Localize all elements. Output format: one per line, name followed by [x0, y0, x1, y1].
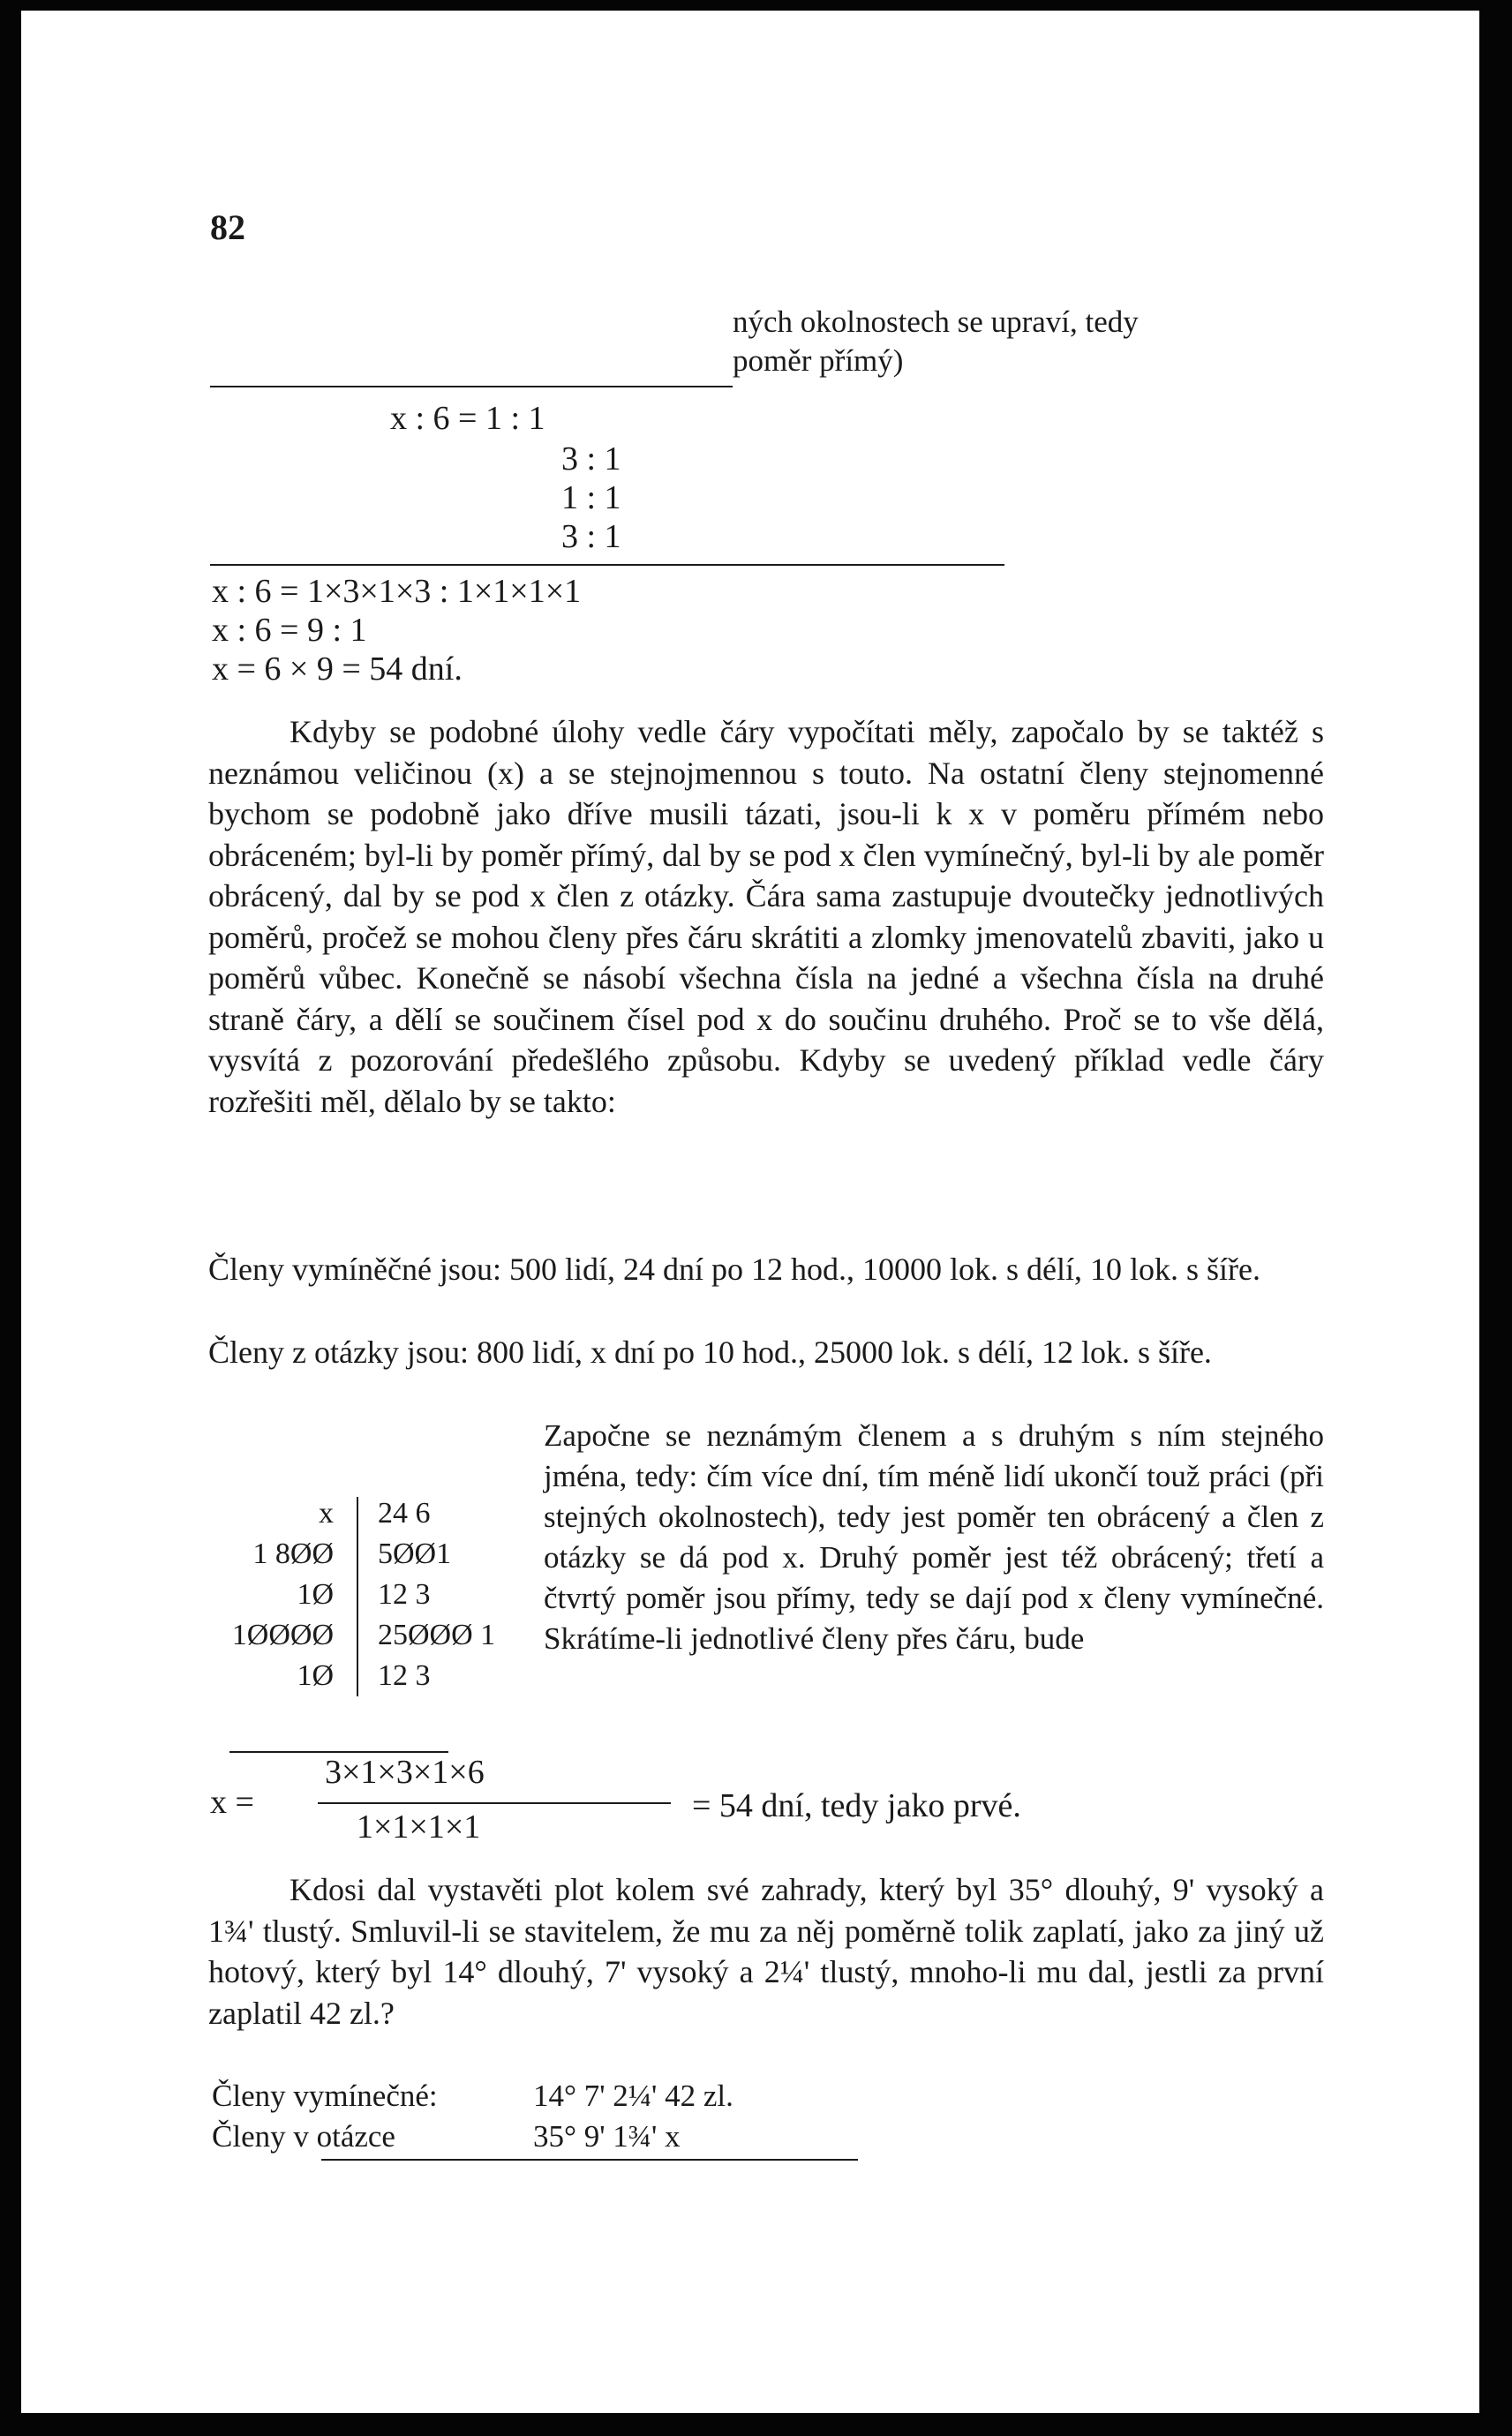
table-cell: 1ØØØØ — [231, 1619, 334, 1651]
final-row-values: 14° 7' 2¼' 42 zl. — [533, 2079, 733, 2113]
paragraph-fence-problem: Kdosi dal vystavěti plot kolem své zahrady, který byl 35° dlouhý, 9' vysoký a 1¾' tlustý. Smluvil-li se stavitelem, že mu za něj poměrně tolik zaplatí, jako za jiný už hotový, který byl 14° dlouhý, 7' vysoký a 2¼' tlustý, mnoho-li mu dal, jestli za první zaplatil 42 zl.? — [208, 1872, 1324, 2031]
table-cell: 24 6 — [378, 1497, 431, 1530]
table-divider — [357, 1497, 358, 1696]
members-question: Členy z otázky jsou: 800 lidí, x dní po 10 hod., 25000 lok. s délí, 12 lok. s šíře. — [208, 1335, 1212, 1370]
side-explanation: Započne se neznámým členem a s druhým s ním stejného jména, tedy: čím více dní, tím méně lidí ukončí touž práci (při stejných okolnostech), tedy jest poměr ten obrácený a člen z otázky se dá pod x. Druhý poměr jest též obrácený; třetí a čtvrtý poměr jsou přímy, tedy se dají pod x členy vymínečné. Skrátíme-li jednotlivé členy přes čáru, bude — [544, 1418, 1324, 1656]
table-cell: 1Ø — [297, 1659, 334, 1692]
table-cell: 25ØØØ 1 — [378, 1619, 496, 1651]
page-number: 82 — [210, 207, 245, 247]
result-line: x : 6 = 9 : 1 — [212, 612, 367, 649]
final-row-label: Členy vymínečné: — [212, 2079, 438, 2113]
proportion-first-line: x : 6 = 1 : 1 — [390, 400, 545, 437]
table-cell: 1 8ØØ — [252, 1538, 334, 1570]
table-cell: 5ØØ1 — [378, 1538, 452, 1570]
fraction-numerator: 3×1×3×1×6 — [325, 1754, 485, 1791]
table-cell: x — [319, 1497, 334, 1530]
fraction-bar — [318, 1802, 671, 1804]
document-page — [21, 11, 1479, 2413]
final-rule — [321, 2159, 858, 2161]
paragraph-method: Kdyby se podobné úlohy vedle čáry vypočítati měly, započalo by se taktéž s neznámou veličinou (x) a se stejnojmennou s touto. Na ostatní členy stejnomenné bychom se podobně jako dříve musili tázati, jsou-li k x v poměru přímém nebo obráceném; byl-li by poměr přímý, dal by se pod x člen vymínečný, byl-li by ale poměr obrácený, dal by se pod x člen z otázky. Čára sama zastupuje dvoutečky jednotlivých poměrů, pročež se mohou členy přes čáru skrátiti a zlomky jmenovatelů zbaviti, jako u poměrů vůbec. Konečně se násobí všechna čísla na jedné a všechna čísla na druhé straně čáry, a dělí se součinem čísel pod x do součinu druhého. Proč se to vše dělá, vysvítá z pozorování předešlého způsobu. Kdyby se uvedený příklad vedle čáry rozřešiti měl, dělalo by se takto: — [208, 714, 1324, 1119]
table-left-column — [210, 1493, 334, 1696]
proportion-row: 3 : 1 — [561, 440, 621, 477]
proportion-rule — [210, 564, 1004, 566]
top-rule — [210, 386, 733, 387]
final-row-label: Členy v otázce — [212, 2119, 395, 2154]
fraction-lhs: x = — [210, 1784, 254, 1821]
proportion-row: 1 : 1 — [561, 479, 621, 516]
top-fragment-line-2: poměr přímý) — [733, 343, 904, 378]
final-row-values: 35° 9' 1¾' x — [533, 2119, 681, 2154]
fraction-result: = 54 dní, tedy jako prvé. — [692, 1787, 1021, 1824]
table-cell: 12 3 — [378, 1659, 431, 1692]
top-fragment-line-1: ných okolnostech se upraví, tedy — [733, 304, 1139, 339]
table-cell: 1Ø — [297, 1578, 334, 1611]
members-conditional: Členy vymíněčné jsou: 500 lidí, 24 dní po 12 hod., 10000 lok. s délí, 10 lok. s šíře. — [208, 1252, 1260, 1287]
fraction-denominator: 1×1×1×1 — [357, 1808, 481, 1846]
result-line: x = 6 × 9 = 54 dní. — [212, 650, 463, 688]
table-cell: 12 3 — [378, 1578, 431, 1611]
proportion-row: 3 : 1 — [561, 518, 621, 555]
table-right-column — [378, 1493, 537, 1696]
result-line: x : 6 = 1×3×1×3 : 1×1×1×1 — [212, 573, 582, 610]
